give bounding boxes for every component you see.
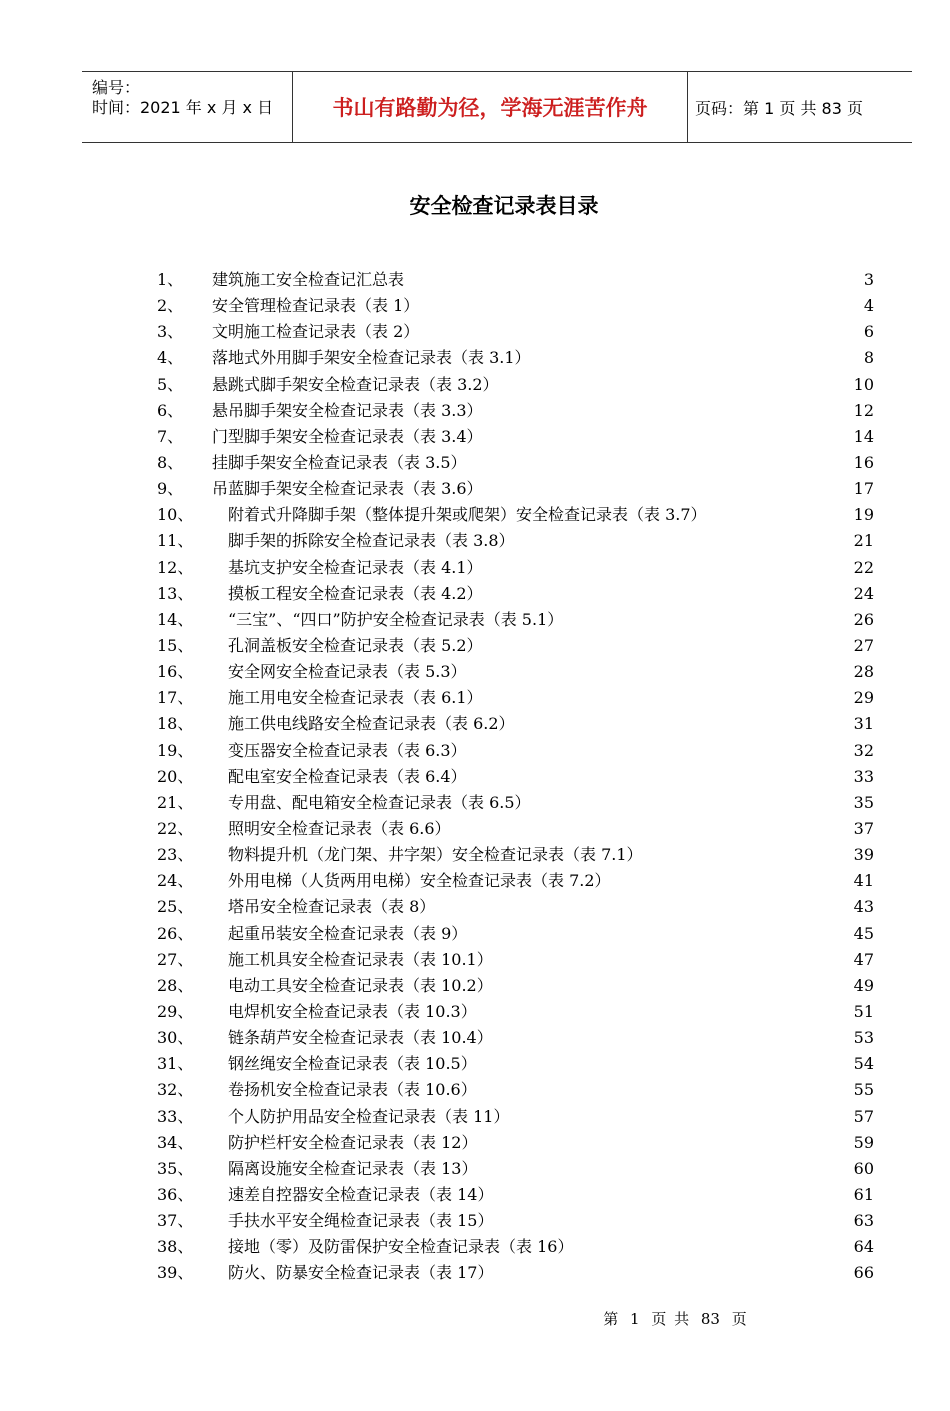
toc-entry-number: 3、: [157, 322, 184, 342]
header-motto-cell: [292, 72, 688, 142]
toc-entry-page: 29: [853, 688, 874, 708]
footer-suffix: 页: [731, 1310, 747, 1328]
toc-entry-title: 起重吊装安全检查记录表（表 9）: [228, 923, 468, 943]
toc-entry: [0, 894, 950, 920]
toc-entry-number: 27、: [157, 949, 194, 969]
toc-entry-title: 施工机具安全检查记录表（表 10.1）: [228, 949, 493, 969]
toc-entry-page: 43: [853, 897, 874, 917]
toc-entry-page: 54: [853, 1054, 874, 1074]
toc-entry-number: 36、: [157, 1184, 194, 1204]
toc-entry-number: 11、: [157, 531, 194, 551]
toc-entry: [0, 1130, 950, 1156]
toc-entry: [0, 738, 950, 764]
toc-entry: [0, 1025, 950, 1051]
toc-entry-page: 57: [853, 1106, 874, 1126]
toc-entry-title: 施工用电安全检查记录表（表 6.1）: [228, 688, 483, 708]
toc-entry-title: 脚手架的拆除安全检查记录表（表 3.8）: [228, 531, 515, 551]
toc-entry-title: 钢丝绳安全检查记录表（表 10.5）: [228, 1054, 477, 1074]
toc-entry-page: 39: [853, 845, 874, 865]
code-label: 编号：: [92, 78, 141, 97]
toc-entry-page: 55: [853, 1080, 874, 1100]
footer-prefix: 第: [603, 1310, 619, 1328]
toc-entry: [0, 581, 950, 607]
toc-entry-number: 38、: [157, 1237, 194, 1257]
toc-entry-title: 建筑施工安全检查记汇总表: [212, 270, 405, 289]
toc-entry-title: 外用电梯（人货两用电梯）安全检查记录表（表 7.2）: [228, 871, 611, 891]
toc-entry-title: 附着式升降脚手架（整体提升架或爬架）安全检查记录表（表 3.7）: [228, 505, 707, 525]
page-info: 页码：第 1 页 共 83 页: [695, 98, 863, 118]
toc-entry-page: 59: [853, 1132, 874, 1152]
toc-entry: [0, 999, 950, 1025]
toc-entry-page: 22: [853, 557, 874, 577]
toc-entry-page: 24: [853, 583, 874, 603]
toc-entry: [0, 1051, 950, 1077]
page-title: 安全检查记录表目录: [409, 194, 599, 218]
toc-entry-page: 45: [853, 923, 874, 943]
toc-entry: [0, 1234, 950, 1260]
toc-entry-title: 电焊机安全检查记录表（表 10.3）: [228, 1001, 477, 1021]
toc-entry: [0, 685, 950, 711]
toc-entry: [0, 607, 950, 633]
toc-entry-page: 16: [853, 452, 874, 472]
table-of-contents: [0, 267, 950, 1286]
toc-entry-page: 10: [853, 374, 874, 394]
toc-entry-number: 7、: [157, 426, 184, 446]
toc-entry: [0, 842, 950, 868]
toc-entry-number: 4、: [157, 348, 184, 368]
toc-entry-title: 速差自控器安全检查记录表（表 14）: [228, 1184, 494, 1204]
header-meta-cell: [82, 72, 292, 142]
footer-current-page: 1: [630, 1310, 640, 1328]
toc-entry-page: 49: [853, 975, 874, 995]
toc-entry-number: 18、: [157, 714, 194, 734]
toc-entry-page: 33: [853, 766, 874, 786]
toc-entry-title: “三宝”、“四口”防护安全检查记录表（表 5.1）: [228, 609, 564, 629]
toc-entry-page: 51: [853, 1001, 874, 1021]
toc-entry: [0, 973, 950, 999]
toc-entry-title: 配电室安全检查记录表（表 6.4）: [228, 766, 467, 786]
toc-entry-title: 安全网安全检查记录表（表 5.3）: [228, 662, 467, 682]
toc-entry: [0, 947, 950, 973]
footer-middle: 页 共: [651, 1310, 690, 1328]
toc-entry-number: 13、: [157, 583, 194, 603]
toc-entry-title: 悬跳式脚手架安全检查记录表（表 3.2）: [212, 374, 499, 394]
toc-entry-title: 链条葫芦安全检查记录表（表 10.4）: [228, 1028, 493, 1048]
toc-entry: [0, 476, 950, 502]
toc-entry-page: 14: [853, 426, 874, 446]
toc-entry-number: 9、: [157, 479, 184, 499]
toc-entry-number: 17、: [157, 688, 194, 708]
toc-entry: [0, 764, 950, 790]
toc-entry: [0, 345, 950, 371]
toc-entry-number: 21、: [157, 792, 194, 812]
toc-entry-number: 30、: [157, 1028, 194, 1048]
toc-entry-title: 卷扬机安全检查记录表（表 10.6）: [228, 1080, 477, 1100]
footer-total-pages: 83: [700, 1310, 720, 1328]
toc-entry: [0, 267, 950, 293]
toc-entry-number: 26、: [157, 923, 194, 943]
toc-entry-number: 37、: [157, 1211, 194, 1231]
toc-entry-page: 21: [853, 531, 874, 551]
toc-entry-page: 17: [853, 479, 874, 499]
toc-entry: [0, 1260, 950, 1286]
toc-entry-title: 防火、防暴安全检查记录表（表 17）: [228, 1263, 494, 1283]
toc-entry-title: 个人防护用品安全检查记录表（表 11）: [228, 1106, 510, 1126]
toc-entry: [0, 450, 950, 476]
toc-entry-title: 门型脚手架安全检查记录表（表 3.4）: [212, 426, 483, 446]
toc-entry-number: 34、: [157, 1132, 194, 1152]
toc-entry: [0, 502, 950, 528]
toc-entry-number: 32、: [157, 1080, 194, 1100]
toc-entry-title: 照明安全检查记录表（表 6.6）: [228, 818, 451, 838]
document-header: [82, 71, 912, 143]
toc-entry-title: 孔洞盖板安全检查记录表（表 5.2）: [228, 635, 483, 655]
toc-entry-number: 12、: [157, 557, 194, 577]
toc-entry: [0, 293, 950, 319]
toc-entry-title: 防护栏杆安全检查记录表（表 12）: [228, 1132, 478, 1152]
toc-entry-number: 29、: [157, 1001, 194, 1021]
toc-entry-number: 23、: [157, 845, 194, 865]
toc-entry-page: 26: [853, 609, 874, 629]
toc-entry-number: 25、: [157, 897, 194, 917]
page-footer: [0, 1308, 950, 1329]
toc-entry-page: 27: [853, 635, 874, 655]
toc-entry-title: 吊蓝脚手架安全检查记录表（表 3.6）: [212, 479, 483, 499]
toc-entry-title: 文明施工检查记录表（表 2）: [212, 322, 420, 342]
toc-entry-title: 专用盘、配电箱安全检查记录表（表 6.5）: [228, 792, 531, 812]
toc-entry-number: 19、: [157, 740, 194, 760]
toc-entry-number: 39、: [157, 1263, 194, 1283]
toc-entry-title: 隔离设施安全检查记录表（表 13）: [228, 1158, 478, 1178]
toc-entry: [0, 372, 950, 398]
toc-entry: [0, 398, 950, 424]
toc-entry-number: 22、: [157, 818, 194, 838]
toc-entry-page: 3: [863, 270, 874, 289]
toc-entry: [0, 1156, 950, 1182]
toc-entry-page: 12: [853, 400, 874, 420]
toc-entry-number: 33、: [157, 1106, 194, 1126]
toc-entry-title: 悬吊脚手架安全检查记录表（表 3.3）: [212, 400, 483, 420]
header-page-cell: [687, 72, 912, 142]
toc-entry: [0, 1104, 950, 1130]
toc-entry-page: 31: [853, 714, 874, 734]
toc-entry-title: 电动工具安全检查记录表（表 10.2）: [228, 975, 493, 995]
toc-entry-title: 塔吊安全检查记录表（表 8）: [228, 897, 436, 917]
toc-entry: [0, 555, 950, 581]
toc-entry: [0, 1182, 950, 1208]
toc-entry: [0, 528, 950, 554]
toc-entry-number: 31、: [157, 1054, 194, 1074]
time-label: 时间：2021 年 x 月 x 日: [92, 98, 274, 117]
toc-entry: [0, 633, 950, 659]
toc-entry-number: 14、: [157, 609, 194, 629]
toc-entry-page: 53: [853, 1028, 874, 1048]
toc-entry-page: 8: [863, 348, 874, 368]
toc-entry-page: 41: [853, 871, 874, 891]
toc-entry-title: 基坑支护安全检查记录表（表 4.1）: [228, 557, 483, 577]
toc-entry-number: 8、: [157, 452, 184, 472]
toc-entry-number: 10、: [157, 505, 194, 525]
toc-entry-number: 1、: [157, 270, 184, 289]
toc-entry: [0, 790, 950, 816]
toc-entry-title: 物料提升机（龙门架、井字架）安全检查记录表（表 7.1）: [228, 845, 643, 865]
toc-entry-number: 28、: [157, 975, 194, 995]
toc-entry-page: 61: [853, 1184, 874, 1204]
toc-entry-number: 2、: [157, 296, 184, 316]
toc-entry-number: 20、: [157, 766, 194, 786]
toc-entry-title: 安全管理检查记录表（表 1）: [212, 296, 420, 316]
toc-entry-page: 6: [863, 322, 874, 342]
toc-entry-page: 37: [853, 818, 874, 838]
toc-entry-page: 66: [853, 1263, 874, 1283]
toc-entry-title: 手扶水平安全绳检查记录表（表 15）: [228, 1211, 494, 1231]
toc-entry-number: 35、: [157, 1158, 194, 1178]
toc-entry: [0, 921, 950, 947]
toc-entry-page: 32: [853, 740, 874, 760]
toc-entry-title: 变压器安全检查记录表（表 6.3）: [228, 740, 467, 760]
toc-entry-title: 施工供电线路安全检查记录表（表 6.2）: [228, 714, 515, 734]
toc-entry-page: 28: [853, 662, 874, 682]
toc-entry-title: 挂脚手架安全检查记录表（表 3.5）: [212, 452, 467, 472]
toc-entry: [0, 319, 950, 345]
toc-entry-page: 60: [853, 1158, 874, 1178]
toc-entry: [0, 659, 950, 685]
toc-entry-page: 47: [853, 949, 874, 969]
toc-entry-title: 接地（零）及防雷保护安全检查记录表（表 16）: [228, 1237, 574, 1257]
toc-entry-page: 63: [853, 1211, 874, 1231]
toc-entry-page: 19: [853, 505, 874, 525]
toc-entry-title: 落地式外用脚手架安全检查记录表（表 3.1）: [212, 348, 531, 368]
toc-entry-page: 64: [853, 1237, 874, 1257]
toc-entry-title: 摸板工程安全检查记录表（表 4.2）: [228, 583, 483, 603]
toc-entry-page: 4: [863, 296, 874, 316]
motto-text: 书山有路勤为径，学海无涯苦作舟: [332, 96, 648, 120]
toc-entry: [0, 816, 950, 842]
toc-entry-number: 15、: [157, 635, 194, 655]
toc-entry: [0, 711, 950, 737]
toc-entry-page: 35: [853, 792, 874, 812]
toc-entry: [0, 868, 950, 894]
toc-entry: [0, 1077, 950, 1103]
toc-entry: [0, 424, 950, 450]
toc-entry-number: 24、: [157, 871, 194, 891]
toc-entry-number: 16、: [157, 662, 194, 682]
toc-entry: [0, 1208, 950, 1234]
toc-entry-number: 5、: [157, 374, 184, 394]
toc-entry-number: 6、: [157, 400, 184, 420]
